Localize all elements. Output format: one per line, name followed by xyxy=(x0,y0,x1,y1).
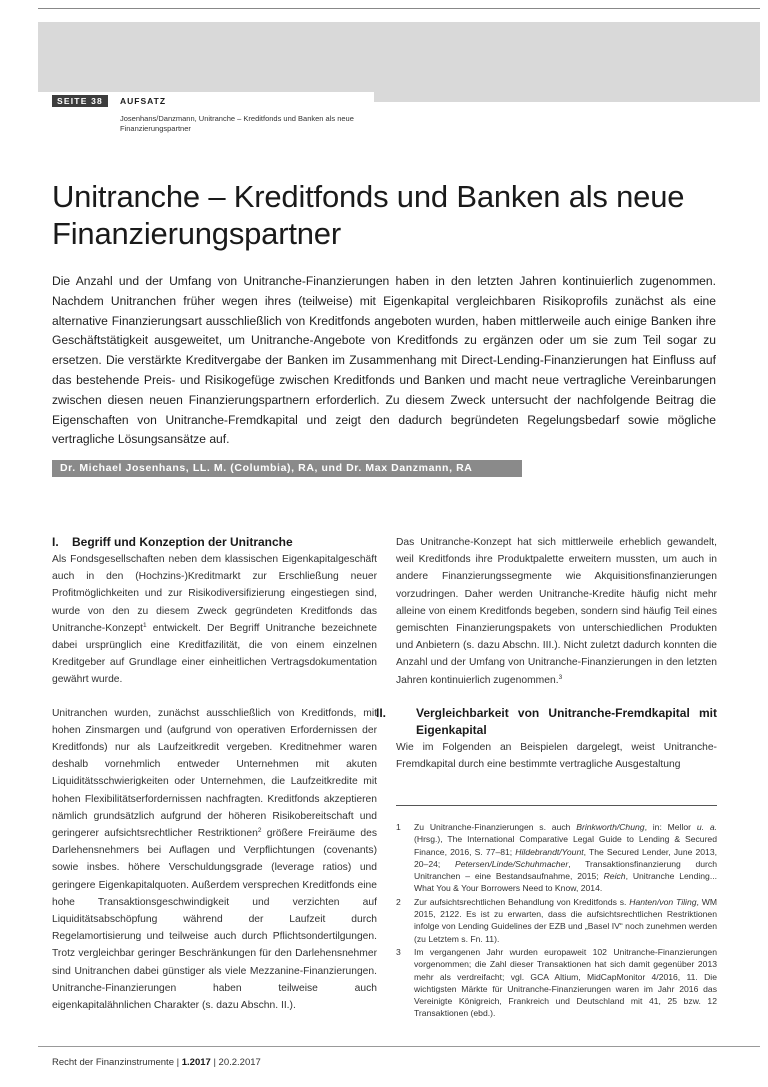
footer-separator: | xyxy=(176,1057,180,1068)
footnote-author: Hildebrandt/Yount xyxy=(515,846,584,857)
page-footer xyxy=(52,1057,261,1068)
article-title: Unitranche – Kreditfonds und Banken als neue Finanzierungspartner xyxy=(52,179,685,251)
footer-rule xyxy=(38,1046,760,1047)
section-2-heading xyxy=(376,705,717,739)
footnote xyxy=(396,821,717,895)
section-1-title: Begriff und Konzeption der Unitranche xyxy=(72,535,293,549)
footnote-ref-1[interactable]: 1 xyxy=(143,621,147,629)
footer-separator: | xyxy=(213,1057,216,1068)
section-1-heading xyxy=(52,534,377,551)
section-label: AUFSATZ xyxy=(120,96,167,106)
footnote xyxy=(396,896,717,945)
paragraph-text: größere Freiräume des Darlehensnehmers bei Auflagen und Verpflichtungen (covenants) sowie insbes. höhere Verschuldungsgrade (leverage ratios) und geringere Eigenkapitalquoten. Außerdem versprechen Kreditfonds eine hohe Transaktionsgeschwindigkeit und verzichten auf Liquiditätsabschöpfung während der Laufzeit durch Regelamortisierung und teilweise auch durch Pflichtsondertilgungen. Trotz vergleichbar geringer Beschränkungen für den Darlehensnehmer sind Unitranchen dabei günstiger als viele Mezzanine-Finanzierungen. Unitranche-Finanzierungen haben teilweise auch eigenkapitalähnlichen Charakter (s. dazu Abschn. II.). xyxy=(52,828,377,1012)
footnote-author: u. a. xyxy=(696,822,718,832)
page-label: SEITE 38 xyxy=(52,95,108,107)
footnote-ref-3[interactable]: 3 xyxy=(558,673,563,681)
footnote-text xyxy=(414,896,717,945)
footnote-rule xyxy=(396,805,717,806)
footnote-segment: , The Secured Lender, June 2013, 20–24; xyxy=(414,846,718,869)
footnote xyxy=(396,946,717,1020)
footnote-segment: (Hrsg.), The International Comparative Legal Guide to Lending & Secured Finance, 2016, S. 77–81; xyxy=(414,834,717,857)
left-column xyxy=(52,534,377,1030)
paragraph-text: Unitranchen wurden, zunächst ausschließlich von Kreditfonds, mit hohen Zinsmargen und (aufgrund von operativen Erfordernissen der Kreditfonds) nur als Laufzeitkredit vergeben. Kreditnehmer waren deshalb vornehmlich entweder Unternehmen mit akuten Liquiditätsschwierigkeiten oder Unternehmen, die Laufzeitkredite mit hohen Flexibilitätserfordernissen nachfragten. Kreditfonds akzeptieren nämlich grundsätzlich aufgrund der höheren Risikobereitschaft und geringerer aufsichtsrechtlicher Restriktionen xyxy=(52,707,377,840)
paragraph-text: Das Unitranche-Konzept hat sich mittlerweile erheblich gewandelt, weil Kreditfonds ihre Produktpalette erweitern mussten, um auch in andere Finanzierungssegmente wie Akquisitionsfinanzierungen vorzudringen. Daher werden Unitranche-Kredite häufig nicht mehr alleine von einem Kreditfonds begeben, sondern sind häufig Teil eines gemischten Finanzierungspakets von unterschiedlichen Produkten und Anbietern (s. dazu Abschn. III.). Nicht zuletzt dadurch konnten die Anzahl und der Umfang von Unitranche-Finanzierungen in den letzten Jahren kontinuierlich zugenommen. xyxy=(396,537,717,686)
top-rule xyxy=(38,8,760,9)
section-1-number: I. xyxy=(52,535,59,549)
running-head: Josenhans/Danzmann, Unitranche – Kreditfonds und Banken als neue Finanzierungspartner xyxy=(120,114,354,133)
footnote-text xyxy=(414,821,717,895)
section-1-paragraph-1 xyxy=(52,551,377,689)
authors-bar: Dr. Michael Josenhans, LL. M. (Columbia), RA, und Dr. Max Danzmann, RA xyxy=(52,460,522,477)
footnote-number: 1 xyxy=(396,822,401,832)
footnote-author: Reich xyxy=(603,871,626,882)
article-abstract: Die Anzahl und der Umfang von Unitranche-Finanzierungen haben in den letzten Jahren kontinuierlich zugenommen. Nachdem Unitranchen früher wegen ihres (teilweise) mit Eigenkapital vergleichbaren Risikoprofils zunächst als eine alternative Finanzierungsart ausschließlich von Kreditfonds angeboten wurden, haben mittlerweile auch einige Banken ihre Geschäftstätigkeit ausgeweitet, um Unitranche-Angebote von Kreditfonds zu ergänzen oder um sie zum Teil sogar zu ersetzen. Die verstärkte Kreditvergabe der Banken im Zusammenhang mit Direct-Lending-Finanzierungen hat Einfluss auf das bestehende Preis- und Risikogefüge zwischen Kreditfonds und Banken und macht neue vertragliche Vereinbarungen zwischen diesen neuen Finanzierungspartnern erforderlich. Zu diesem Zweck untersucht der nachfolgende Beitrag die Eigenschaften von Unitranche-Fremdkapital und zeigt den dadurch begründeten Regelungsbedarf sowie mögliche vertragliche Lösungsansätze auf. xyxy=(52,274,716,447)
footnote-author: Petersen/Linde/Schuhmacher xyxy=(454,858,569,869)
section-2-paragraph-1: Wie im Folgenden an Beispielen dargelegt, weist Unitranche-Fremdkapital durch eine bestimmte vertragliche Ausgestaltung xyxy=(396,741,717,771)
section-1-paragraph-3 xyxy=(396,534,717,689)
section-2-title: Vergleichbarkeit von Unitranche-Fremdkapital mit Eigenkapital xyxy=(416,705,717,737)
issue-number: 1.2017 xyxy=(181,1057,211,1068)
footnote-author: Hanten/von Tiling xyxy=(629,896,697,907)
footnote-segment: , Transaktionsfinanzierung durch Unitranchen – eine Bestandsaufnahme, 2015; xyxy=(414,858,717,882)
paragraph-text: Als Fondsgesellschaften neben dem klassischen Eigenkapitalgeschäft auch in den (Hochzins-)Kreditmarkt zur Erschließung neuer Profitmöglichkeiten und zur Risikodiversifizierung eingestiegen sind, wurde von den zu diesem Zweck gegründeten Kreditfonds das Unitranche-Konzept xyxy=(52,554,377,634)
footnote-segment: , in: Mellor xyxy=(644,822,697,832)
journal-name: Recht der Finanzinstrumente xyxy=(52,1057,174,1068)
footnote-number: 3 xyxy=(396,946,401,957)
footnotes xyxy=(396,821,717,1021)
footnote-segment: Zur aufsichtsrechtlichen Behandlung von Kreditfonds s. xyxy=(414,896,630,907)
right-column xyxy=(376,534,717,773)
header-band xyxy=(38,22,760,102)
footnote-segment: , WM 2015, 2122. Es ist zu erwarten, dass die aufsichtsrechtlichen Restriktionen infolge von Lending Guidelines der EZB und „Basel IV“ noch zunehmen werden (zu Letztem s. Fn. 11). xyxy=(414,896,717,944)
footnote-segment: , Unitranche Lending... What You & Your Borrowers Need to Know, 2014. xyxy=(414,871,717,894)
publication-date: 20.2.2017 xyxy=(218,1057,261,1068)
footnote-number: 2 xyxy=(396,896,401,907)
footnote-segment: Zu Unitranche-Finanzierungen s. auch xyxy=(414,822,577,832)
section-1-paragraph-2 xyxy=(52,705,377,1015)
footnote-ref-2[interactable]: 2 xyxy=(257,827,262,835)
footnote-author: Brinkworth/Chung xyxy=(576,822,645,832)
paragraph-text: entwickelt. Der Begriff Unitranche bezeichnete dabei ursprünglich eine Kreditfazilität, die von einem einzelnen Kreditgeber auf Grundlage einer einheitlichen Vertragsdokumentation gewährt wurde. xyxy=(52,622,377,686)
section-2-number: II. xyxy=(376,705,387,720)
footnote-text: Im vergangenen Jahr wurden europaweit 102 Unitranche-Finanzierungen vorgenommen; die Zahl dieser Transaktionen hat sich damit gegenüber 2013 mehr als verdreifacht; vgl. GCA Altium, MidCapMonitor 4/2016, 11. Die wichtigsten Märkte für Unitranche-Finanzierungen waren im Jahr 2016 das Vereinigte Königreich, Frankreich und Deutschland mit 41, 25 bzw. 12 Transaktionen (ebd.). xyxy=(414,946,717,1019)
